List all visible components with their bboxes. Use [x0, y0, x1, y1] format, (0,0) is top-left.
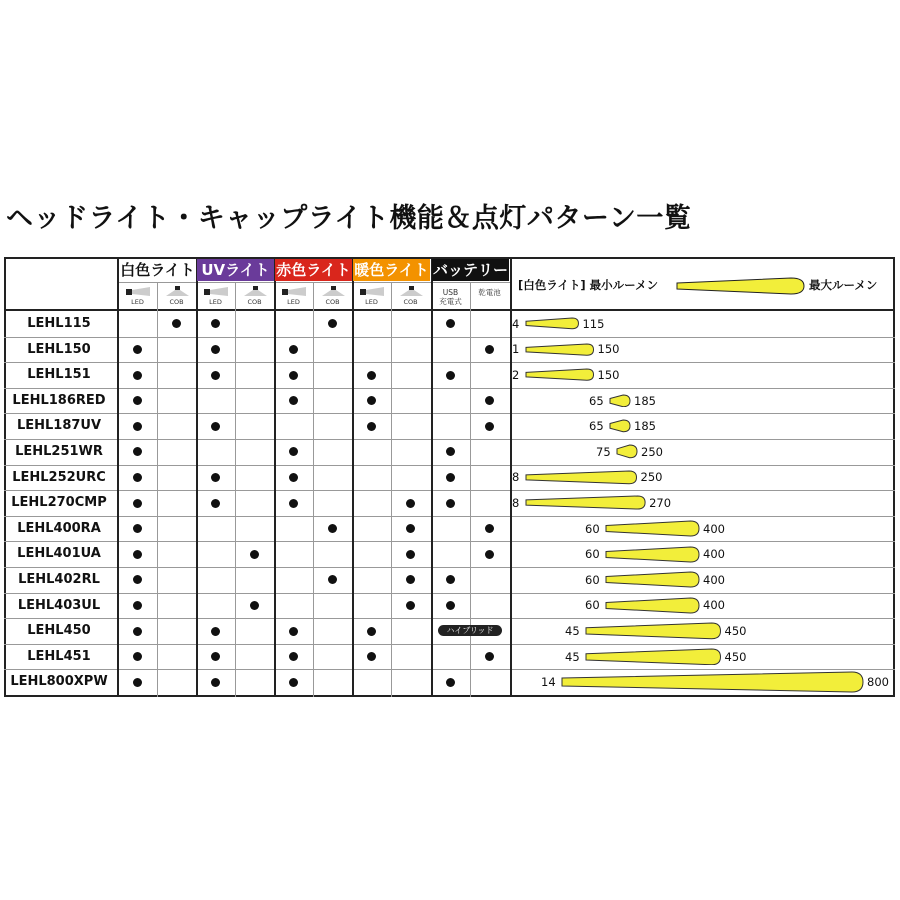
- feature-dot: [289, 345, 298, 354]
- led-label: LED: [209, 298, 222, 306]
- feature-dot: [289, 473, 298, 482]
- lumen-min-value: 60: [585, 598, 600, 613]
- lumen-beam-bar: [525, 495, 646, 510]
- lumen-beam-bar: [605, 597, 700, 614]
- lumen-beam-bar: [609, 419, 631, 433]
- lumen-min-value: 60: [585, 521, 600, 536]
- row-divider: [4, 567, 895, 568]
- feature-dot: [211, 473, 220, 482]
- cob-sub-header: [391, 283, 430, 309]
- feature-dot: [367, 422, 376, 431]
- feature-dot: [211, 627, 220, 636]
- feature-dot: [367, 371, 376, 380]
- model-name: LEHL450: [27, 623, 91, 639]
- category-header: 暖色ライト: [354, 261, 429, 279]
- lumen-beam-bar: [525, 317, 579, 330]
- lumen-max-value: 270: [649, 496, 672, 510]
- feature-dot: [211, 499, 220, 508]
- row-divider: [4, 644, 895, 645]
- led-label: LED: [287, 298, 300, 306]
- lumen-beam-bar: [585, 622, 722, 640]
- lumen-beam-bar: [525, 368, 595, 381]
- lumen-max-label: 最大ルーメン: [809, 278, 878, 292]
- lumen-min-value: 60: [585, 572, 600, 587]
- cob-sub-header: [313, 283, 352, 309]
- feature-dot: [133, 473, 142, 482]
- feature-dot: [289, 678, 298, 687]
- lumen-min-value: 45: [565, 649, 580, 664]
- group-line: [196, 257, 198, 697]
- model-name: LEHL150: [27, 341, 91, 357]
- feature-dot: [250, 601, 259, 610]
- lumen-max-value: 400: [703, 598, 725, 613]
- lumen-min-value: 75: [596, 444, 611, 459]
- category-header: 白色ライト: [120, 261, 195, 279]
- lumen-max-value: 185: [634, 419, 656, 434]
- led-lamp-icon: [359, 286, 385, 297]
- hybrid-badge: ハイブリッド: [438, 625, 502, 636]
- model-name: LEHL800XPW: [10, 674, 108, 690]
- feature-dot: [485, 550, 494, 559]
- lumen-beam-bar: [525, 343, 595, 356]
- led-sub-header: [196, 283, 235, 309]
- lumen-min-value: 8: [512, 470, 520, 485]
- row-divider: [4, 490, 895, 491]
- row-divider: [4, 388, 895, 389]
- feature-dot: [446, 371, 455, 380]
- model-name: LEHL270CMP: [11, 495, 107, 511]
- lumen-max-value: 400: [703, 521, 725, 536]
- led-sub-header: [274, 283, 313, 309]
- lumen-min-value: 65: [589, 419, 604, 434]
- lumen-max-value: 250: [641, 444, 663, 459]
- model-name: LEHL186RED: [12, 392, 106, 408]
- model-name: LEHL451: [27, 648, 91, 664]
- feature-dot: [211, 678, 220, 687]
- feature-dot: [133, 550, 142, 559]
- lumen-min-value: 65: [589, 393, 604, 408]
- feature-dot: [367, 627, 376, 636]
- cob-label: COB: [325, 298, 340, 306]
- cob-lamp-icon: [398, 286, 424, 297]
- lumen-min-value: 45: [565, 624, 580, 638]
- lumen-beam-bar: [561, 671, 864, 693]
- lumen-max-value: 250: [640, 470, 663, 485]
- feature-dot: [446, 678, 455, 687]
- led-label: LED: [131, 298, 144, 306]
- model-name: LEHL403UL: [17, 597, 101, 613]
- model-name: LEHL402RL: [18, 572, 100, 587]
- page-title: ヘッドライト・キャップライト機能＆点灯パターン一覧: [6, 203, 692, 234]
- led-lamp-icon: [281, 286, 307, 297]
- model-name: LEHL115: [27, 316, 91, 331]
- usb-rechargeable-header: USB 充電式: [439, 288, 462, 306]
- category-header: バッテリー: [432, 261, 508, 279]
- sub-column-line: [313, 282, 314, 697]
- lumen-beam-bar: [605, 546, 700, 563]
- lumen-header-label: [白色ライト] 最小ルーメン: [518, 278, 659, 292]
- feature-dot: [133, 371, 142, 380]
- lumen-max-value: 150: [597, 342, 620, 357]
- cob-sub-header: [157, 283, 196, 309]
- lumen-min-value: 2: [512, 368, 520, 382]
- lumen-min-value: 1: [512, 342, 520, 357]
- lumen-legend-beam: [676, 276, 806, 296]
- lumen-beam-bar: [609, 394, 631, 408]
- feature-dot: [133, 627, 142, 636]
- row-divider: [4, 541, 895, 542]
- cob-lamp-icon: [320, 286, 346, 297]
- lumen-max-value: 800: [867, 675, 889, 690]
- model-name: LEHL187UV: [16, 418, 102, 434]
- model-name: LEHL400RA: [17, 520, 101, 536]
- lumen-beam-bar: [605, 571, 700, 588]
- led-lamp-icon: [125, 286, 151, 297]
- feature-dot: [133, 601, 142, 610]
- led-sub-header: [352, 283, 391, 309]
- feature-dot: [289, 499, 298, 508]
- feature-dot: [446, 601, 455, 610]
- feature-dot: [133, 422, 142, 431]
- led-sub-header: [118, 283, 157, 309]
- feature-dot: [211, 345, 220, 354]
- cob-lamp-icon: [242, 286, 268, 297]
- lumen-max-value: 450: [724, 649, 747, 664]
- lumen-min-value: 4: [512, 316, 520, 331]
- cob-sub-header: [235, 283, 274, 309]
- model-column-line: [117, 257, 119, 697]
- row-divider: [4, 618, 895, 619]
- feature-dot: [446, 499, 455, 508]
- row-divider: [4, 362, 895, 363]
- feature-dot: [211, 422, 220, 431]
- lumen-beam-bar: [525, 470, 638, 485]
- feature-dot: [211, 371, 220, 380]
- lumen-max-value: 185: [634, 393, 656, 408]
- feature-dot: [289, 371, 298, 380]
- lumen-max-value: 115: [582, 316, 605, 331]
- feature-dot: [406, 550, 415, 559]
- feature-dot: [485, 422, 494, 431]
- row-divider: [4, 413, 895, 414]
- header-bottom-line: [4, 309, 895, 311]
- category-header: UVライト: [197, 259, 274, 281]
- group-line: [431, 257, 433, 697]
- led-lamp-icon: [203, 286, 229, 297]
- lumen-max-value: 400: [703, 547, 725, 562]
- row-divider: [4, 439, 895, 440]
- model-name: LEHL252URC: [12, 469, 106, 485]
- group-line: [274, 257, 276, 697]
- lumen-min-value: 14: [541, 675, 556, 690]
- group-line: [352, 257, 354, 697]
- lumen-max-value: 450: [724, 624, 747, 638]
- feature-dot: [485, 345, 494, 354]
- feature-dot: [133, 678, 142, 687]
- lumen-min-value: 8: [512, 496, 520, 510]
- feature-dot: [289, 627, 298, 636]
- sub-column-line: [391, 282, 392, 697]
- feature-dot: [133, 499, 142, 508]
- lumen-beam-bar: [605, 520, 700, 537]
- cob-label: COB: [403, 298, 418, 306]
- sub-column-line: [235, 282, 236, 697]
- row-divider: [4, 593, 895, 594]
- lumen-beam-bar: [585, 648, 722, 666]
- feature-dot: [250, 550, 259, 559]
- dry-battery-header: 乾電池: [478, 288, 501, 297]
- row-divider: [4, 516, 895, 517]
- feature-dot: [406, 601, 415, 610]
- sub-column-line: [157, 282, 158, 697]
- lumen-beam-bar: [616, 444, 638, 459]
- cob-label: COB: [169, 298, 184, 306]
- lumen-min-value: 60: [585, 547, 600, 562]
- model-name: LEHL151: [27, 367, 91, 383]
- model-name: LEHL251WR: [15, 444, 103, 459]
- cob-lamp-icon: [164, 286, 190, 297]
- lumen-max-value: 400: [703, 572, 725, 587]
- row-divider: [4, 465, 895, 466]
- category-header: 赤色ライト: [276, 261, 351, 279]
- cob-label: COB: [247, 298, 262, 306]
- led-label: LED: [365, 298, 378, 306]
- model-name: LEHL401UA: [17, 546, 101, 562]
- feature-dot: [406, 499, 415, 508]
- lumen-max-value: 150: [597, 368, 620, 382]
- feature-dot: [133, 345, 142, 354]
- feature-dot: [446, 473, 455, 482]
- row-divider: [4, 337, 895, 338]
